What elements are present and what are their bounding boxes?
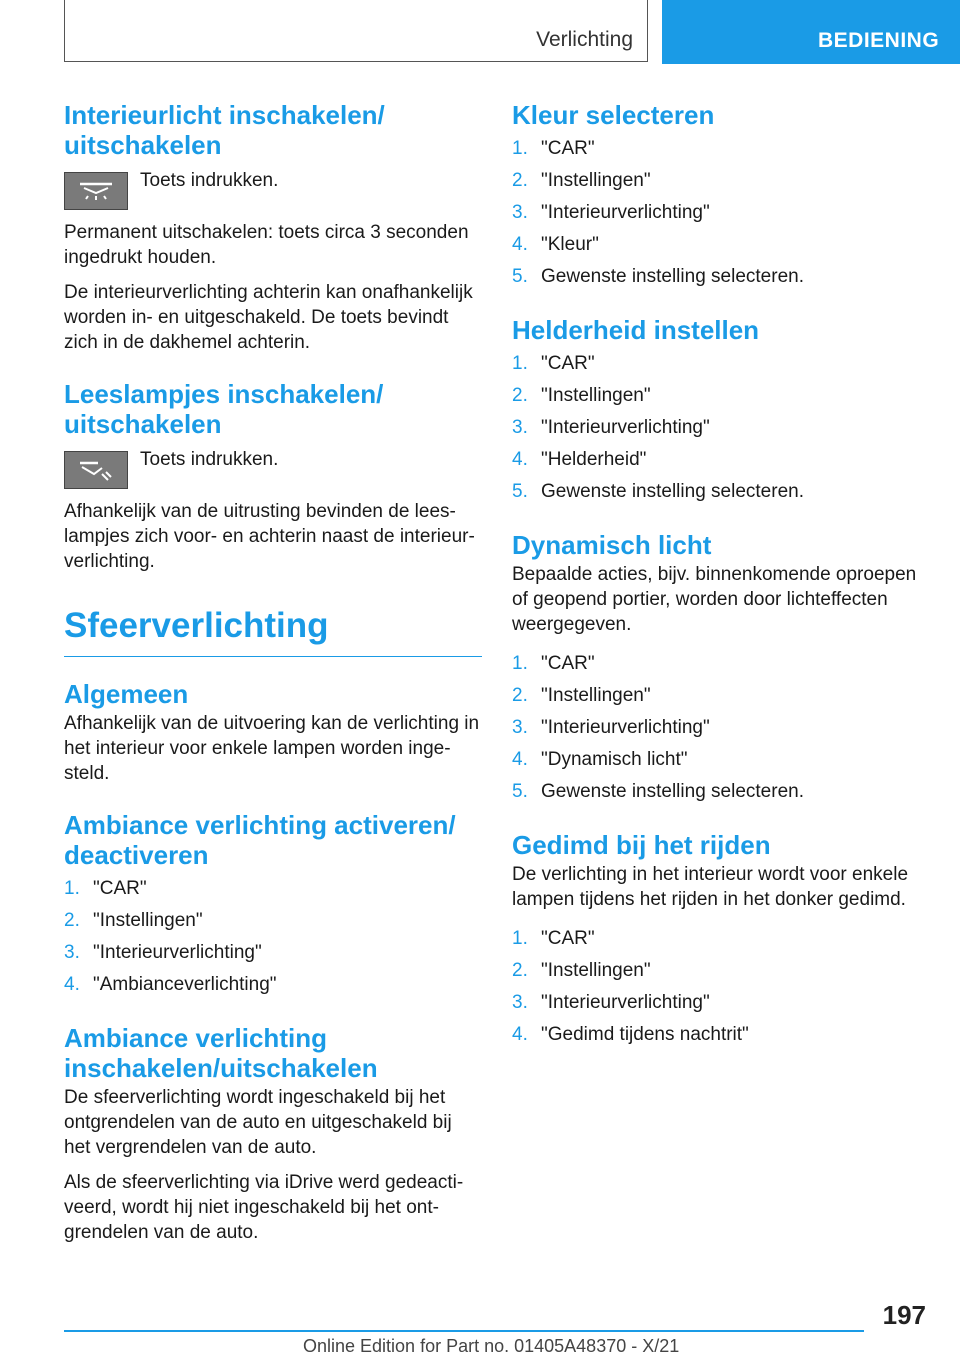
chapter-tab: BEDIENING: [662, 0, 960, 64]
list-item: [512, 479, 922, 504]
step-text: "Helderheid": [541, 449, 647, 470]
list-item: [512, 264, 922, 289]
list-item: [512, 747, 922, 772]
steps-list: [512, 136, 922, 289]
list-item: [512, 990, 922, 1015]
steps-list: [512, 651, 922, 804]
step-text: "Interieurverlichting": [541, 202, 710, 223]
section-header-box: [64, 0, 648, 62]
reading-light-button-icon: [64, 451, 128, 489]
list-item: [512, 351, 922, 376]
paragraph: Afhankelijk van de uitvoering kan de verlichting in het interieur voor enkele lampen worden inge- steld.: [64, 713, 480, 784]
step-text: "Instellingen": [541, 170, 651, 191]
heading-color: Kleur selecteren: [512, 100, 715, 130]
step-number: 2.: [512, 170, 528, 191]
heading-ambiance-switch: Ambiance verlichting inschakelen/uitschakelen: [64, 1023, 378, 1083]
step-number: 2.: [512, 960, 528, 981]
step-text: "Interieurverlichting": [541, 417, 710, 438]
step-text: "Instellingen": [93, 910, 203, 931]
step-text: "CAR": [541, 138, 595, 159]
step-number: 3.: [512, 992, 528, 1013]
page-number: 197: [882, 1300, 926, 1330]
list-item: [512, 200, 922, 225]
step-text: "CAR": [541, 928, 595, 949]
list-item: [512, 715, 922, 740]
section-title: Verlichting: [536, 28, 633, 51]
list-item: [512, 383, 922, 408]
step-number: 1.: [512, 138, 528, 159]
step-number: 2.: [64, 910, 80, 931]
step-number: 1.: [512, 653, 528, 674]
step-number: 4.: [512, 234, 528, 255]
list-item: [512, 779, 922, 804]
step-number: 5.: [512, 266, 528, 287]
heading-general: Algemeen: [64, 679, 189, 709]
step-text: "Instellingen": [541, 385, 651, 406]
right-column: [512, 100, 922, 1059]
button-instruction: [64, 168, 482, 210]
step-number: 2.: [512, 385, 528, 406]
heading-reading-lights: Leeslampjes inschakelen/ uitschakelen: [64, 379, 384, 439]
heading-interior-light: Interieurlicht inschakelen/ uitschakelen: [64, 100, 385, 160]
button-instruction-text: Toets indrukken.: [140, 449, 279, 470]
paragraph: Afhankelijk van de uitrusting bevinden de lees- lampjes zich voor- en achterin naast de interieur- verlichting.: [64, 501, 475, 572]
steps-list: [512, 926, 922, 1047]
step-text: "CAR": [93, 878, 147, 899]
step-number: 3.: [512, 717, 528, 738]
step-text: "Gedimd tijdens nachtrit": [541, 1024, 749, 1045]
step-number: 3.: [64, 942, 80, 963]
button-instruction-text: Toets indrukken.: [140, 170, 279, 191]
step-number: 3.: [512, 417, 528, 438]
step-number: 5.: [512, 481, 528, 502]
heading-dynamic-light: Dynamisch licht: [512, 530, 712, 560]
list-item: [64, 876, 482, 901]
list-item: [512, 415, 922, 440]
step-number: 1.: [512, 353, 528, 374]
list-item: [512, 1022, 922, 1047]
paragraph: Bepaalde acties, bijv. binnenkomende oproepen of geopend portier, worden door lichteffecten weergegeven.: [512, 564, 917, 635]
page-header: [0, 0, 960, 66]
footer-divider: [64, 1330, 864, 1332]
paragraph: De interieurverlichting achterin kan onafhankelijk worden in- en uitgeschakeld. De toets bevindt zich in de dakhemel achterin.: [64, 282, 473, 353]
list-item: [512, 926, 922, 951]
list-item: [64, 908, 482, 933]
heading-ambiance-activate: Ambiance verlichting activeren/ deactiveren: [64, 810, 456, 870]
step-text: "Instellingen": [541, 685, 651, 706]
left-column: [64, 100, 482, 1255]
step-number: 2.: [512, 685, 528, 706]
step-number: 4.: [512, 749, 528, 770]
step-text: "CAR": [541, 653, 595, 674]
interior-light-button-icon: [64, 172, 128, 210]
step-text: "Interieurverlichting": [541, 717, 710, 738]
paragraph: De sfeerverlichting wordt ingeschakeld bij het ontgrendelen van de auto en uitgeschakeld bij het vergrendelen van de auto.: [64, 1087, 452, 1158]
heading-dimmed-driving: Gedimd bij het rijden: [512, 830, 771, 860]
chapter-heading: Sfeerverlichting: [64, 606, 482, 657]
step-text: "Interieurverlichting": [541, 992, 710, 1013]
step-text: "Dynamisch licht": [541, 749, 688, 770]
step-text: Gewenste instelling selecteren.: [541, 481, 804, 502]
button-instruction: [64, 447, 482, 489]
list-item: [512, 232, 922, 257]
step-number: 4.: [512, 1024, 528, 1045]
list-item: [512, 447, 922, 472]
step-text: "Kleur": [541, 234, 599, 255]
list-item: [64, 972, 482, 997]
list-item: [512, 136, 922, 161]
paragraph: Permanent uitschakelen: toets circa 3 seconden ingedrukt houden.: [64, 222, 469, 268]
step-number: 3.: [512, 202, 528, 223]
heading-brightness: Helderheid instellen: [512, 315, 760, 345]
step-number: 4.: [512, 449, 528, 470]
step-text: "Instellingen": [541, 960, 651, 981]
step-text: Gewenste instelling selecteren.: [541, 266, 804, 287]
step-number: 1.: [64, 878, 80, 899]
paragraph: De verlichting in het interieur wordt voor enkele lampen tijdens het rijden in het donker gedimd.: [512, 864, 909, 910]
list-item: [512, 651, 922, 676]
paragraph: Als de sfeerverlichting via iDrive werd gedeacti- veerd, wordt hij niet ingeschakeld bij het ont- grendelen van de auto.: [64, 1172, 464, 1243]
list-item: [512, 168, 922, 193]
edition-note: Online Edition for Part no. 01405A48370 - X/21: [303, 1336, 680, 1356]
step-text: "CAR": [541, 353, 595, 374]
step-text: Gewenste instelling selecteren.: [541, 781, 804, 802]
list-item: [512, 958, 922, 983]
step-number: 1.: [512, 928, 528, 949]
step-number: 5.: [512, 781, 528, 802]
list-item: [512, 683, 922, 708]
step-text: "Interieurverlichting": [93, 942, 262, 963]
steps-list: [64, 876, 482, 997]
list-item: [64, 940, 482, 965]
step-number: 4.: [64, 974, 80, 995]
steps-list: [512, 351, 922, 504]
step-text: "Ambianceverlichting": [93, 974, 277, 995]
